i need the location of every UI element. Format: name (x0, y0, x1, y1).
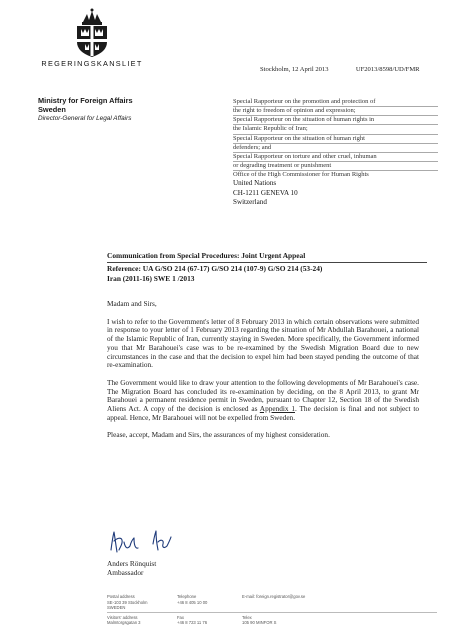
paragraph-2-text-b: . The decision is final and not subject to appeal. Hence, Mr Barahouei will not be expelled from Sweden. (107, 404, 419, 422)
footer-value: 105 90 MINFOR S (242, 620, 277, 626)
footer-value (177, 605, 242, 611)
salutation: Madam and Sirs, (107, 299, 157, 308)
footer-values-row (107, 620, 437, 626)
footer-divider (107, 612, 437, 613)
body-paragraph-2 (107, 379, 419, 423)
footer-value: SE-103 39 Stockholm (107, 599, 148, 605)
recipient-line: the right to freedom of opinion and expression; (233, 106, 438, 115)
footer-label: Postal address (107, 594, 135, 599)
paragraph-2-text-a: The Government would like to draw your attention to the following developments of Mr Barahouei's case. The Migration Board has concluded its re-examination by deciding, on the 8 April 2013, to grant Mr Barahouei a permanent residence permit in Sweden, pursuant to Chapter 12, Section 18 of the Swedish Aliens Act. A copy of the decision is enclosed as (107, 377, 419, 414)
subject-block (107, 251, 427, 283)
footer-value: Malmtorgsgatan 3 (107, 620, 141, 626)
recipient-line: or degrading treatment or punishment (233, 161, 438, 170)
footer-label: Fax (177, 614, 184, 620)
signer-name: Anders Rönquist (107, 559, 157, 568)
footer-value: +46 8 723 11 76 (177, 620, 208, 626)
letter-body (107, 300, 419, 449)
letter-reference: UF2013/8598/UD/FMR (355, 66, 420, 73)
government-logo (38, 8, 146, 68)
footer-label: Telephone (177, 594, 197, 599)
footer-value (242, 605, 372, 611)
appendix-link[interactable]: Appendix 1 (259, 404, 295, 414)
subject-reference-cont: Iran (2011-16) SWE 1 /2013 (107, 273, 195, 283)
address-line: Switzerland (233, 198, 267, 207)
closing: Please, accept, Madam and Sirs, the assurances of my highest consideration. (107, 430, 330, 440)
footer-label: Telex (242, 614, 252, 620)
recipient-line: Special Rapporteur on the promotion and protection of (233, 98, 376, 105)
recipient-block (233, 98, 438, 208)
recipient-line: Office of the High Commissioner for Human Rights (233, 170, 438, 179)
recipient-line: Special Rapporteur on the situation of human right (233, 134, 438, 143)
subject-reference: Reference: UA G/SO 214 (67-17) G/SO 214 (107-9) G/SO 214 (53-24) (107, 263, 323, 273)
footer-values-row (107, 605, 437, 611)
address-line: United Nations (233, 179, 277, 188)
sender-department: Director-General for Legal Affairs (38, 115, 132, 122)
recipient-line: Special Rapporteur on torture and other cruel, inhuman (233, 152, 438, 161)
recipient-line: the Islamic Republic of Iran; (233, 124, 438, 133)
subject-title: Communication from Special Procedures: Joint Urgent Appeal (107, 251, 427, 263)
sender-block (38, 96, 228, 123)
letter-date: Stockholm, 12 April 2013 (260, 66, 329, 73)
footer-label: Visitors' address (107, 614, 138, 620)
body-paragraph-1: I wish to refer to the Government's letter of 8 February 2013 in which certain observations were submitted in response to your letter of 1 February 2013 regarding the situation of Mr Abdullah Barahouei, a national of the Islamic Republic of Iran, currently staying in Sweden. More specifically, the Government informed you that Mr Barahouei's case was to be re-examined by the Swedish Migration Board due to new circumstances in the case and that the decision to expel him had been stayed pending the outcome of that re-examination. (107, 316, 419, 370)
crown-emblem-icon (75, 8, 109, 58)
footer-value: +46 8 405 10 00 (177, 599, 208, 605)
recipient-line: Special Rapporteur on the situation of human rights in (233, 115, 438, 124)
footer-value: SWEDEN (107, 605, 126, 611)
recipient-line: defenders; and (233, 143, 438, 152)
letterhead-footer (107, 594, 437, 626)
signer-title: Ambassador (107, 568, 144, 578)
letter-meta (260, 66, 420, 73)
logo-wordmark: REGERINGSKANSLIET (41, 59, 143, 68)
handwritten-signature (107, 528, 177, 561)
sender-country: Sweden (38, 105, 66, 114)
address-line: CH-1211 GENEVA 10 (233, 188, 298, 197)
sender-org: Ministry for Foreign Affairs (38, 96, 133, 105)
signer-block (107, 559, 156, 578)
footer-email: E-mail: foreign.registrator@gov.se (242, 594, 306, 599)
